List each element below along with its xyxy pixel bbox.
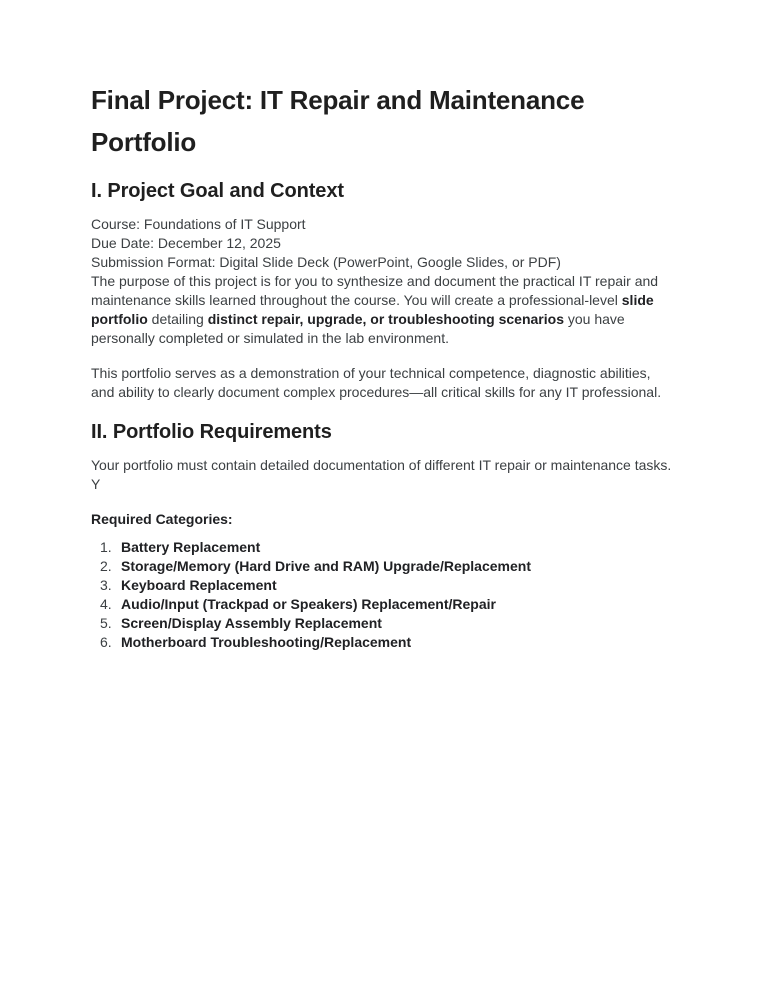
submission-format-line: Submission Format: Digital Slide Deck (PowerPoint, Google Slides, or PDF)	[91, 254, 561, 270]
document-title: Final Project: IT Repair and Maintenance Portfolio	[91, 85, 585, 157]
list-number: 2.	[100, 558, 112, 574]
required-categories-label: Required Categories:	[91, 511, 233, 527]
list-item-label: Screen/Display Assembly Replacement	[121, 615, 382, 631]
list-item-label: Audio/Input (Trackpad or Speakers) Replacement/Repair	[121, 596, 496, 612]
list-number: 1.	[100, 539, 112, 555]
list-item-label: Keyboard Replacement	[121, 577, 277, 593]
due-date-line: Due Date: December 12, 2025	[91, 235, 281, 251]
list-item-audio-input	[91, 595, 677, 614]
list-item-battery	[91, 538, 677, 557]
course-line: Course: Foundations of IT Support	[91, 216, 306, 232]
list-item-keyboard	[91, 576, 677, 595]
list-number: 6.	[100, 634, 112, 650]
list-item-label: Battery Replacement	[121, 539, 261, 555]
list-item-screen-display	[91, 614, 677, 633]
section-2-heading: II. Portfolio Requirements	[91, 421, 332, 443]
purpose-paragraph: The purpose of this project is for you to synthesize and document the practical IT repair and maintenance skills learned throughout the course. You will create a professional-level slide portfolio detailing distinct repair, upgrade, or troubleshooting scenarios you have personally completed or simulated in the lab environment.	[91, 273, 659, 346]
requirements-intro-paragraph: Your portfolio must contain detailed documentation of different IT repair or maintenance tasks. Y	[91, 457, 672, 492]
list-item-storage-memory	[91, 557, 677, 576]
list-number: 3.	[100, 577, 112, 593]
list-item-label: Storage/Memory (Hard Drive and RAM) Upgrade/Replacement	[121, 558, 531, 574]
required-categories-list	[91, 538, 677, 652]
list-number: 5.	[100, 615, 112, 631]
section-1-heading: I. Project Goal and Context	[91, 180, 344, 202]
demonstration-paragraph: This portfolio serves as a demonstration of your technical competence, diagnostic abilities, and ability to clearly document complex procedures—all critical skills for any IT professional.	[91, 365, 662, 400]
list-number: 4.	[100, 596, 112, 612]
list-item-motherboard	[91, 633, 677, 652]
list-item-label: Motherboard Troubleshooting/Replacement	[121, 634, 412, 650]
